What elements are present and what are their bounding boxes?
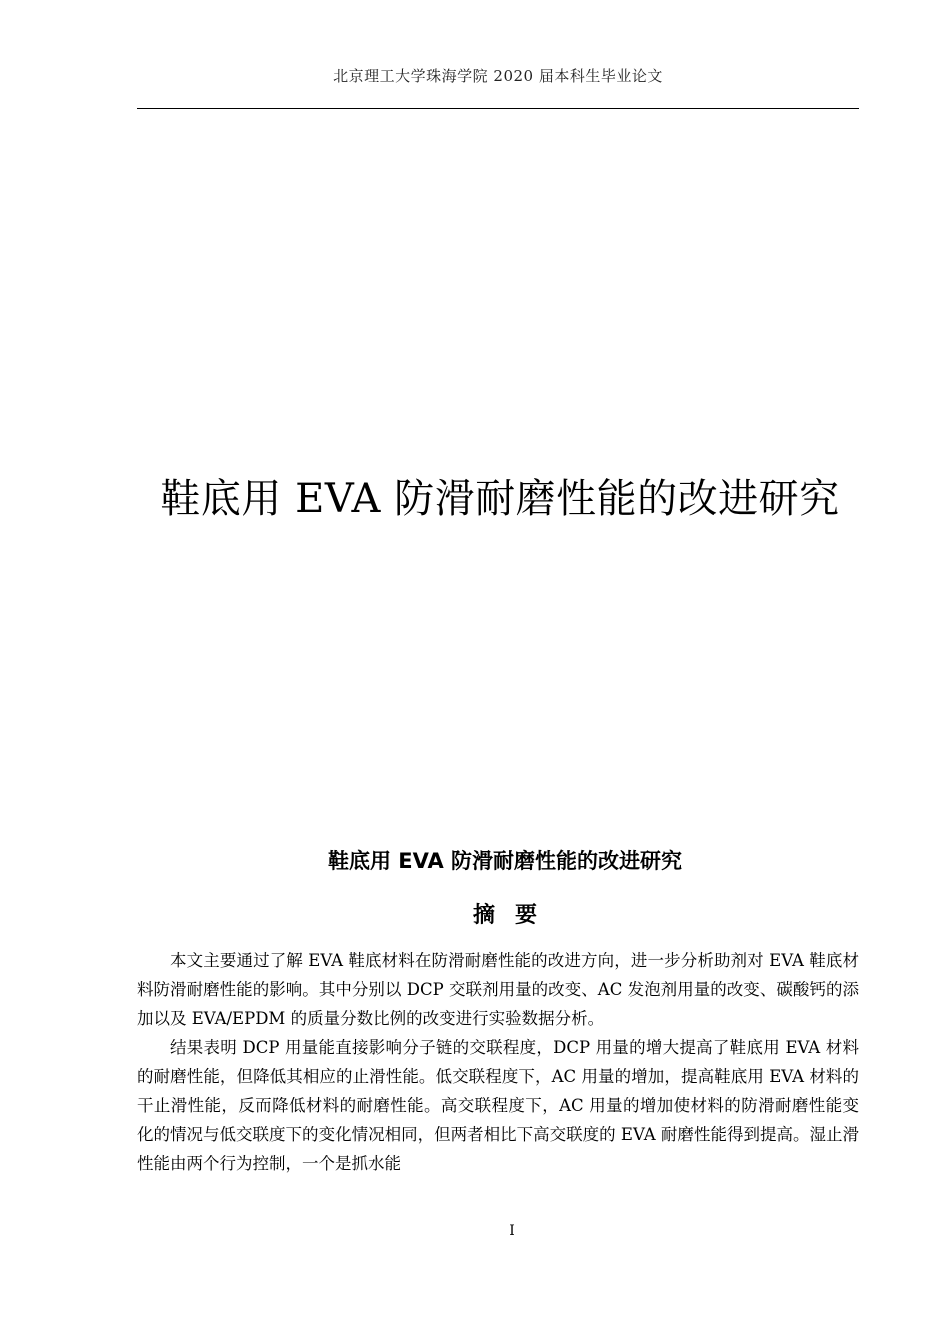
header-rule	[137, 108, 859, 109]
abstract-body	[137, 946, 859, 1178]
cover-title: 鞋底用 EVA 防滑耐磨性能的改进研究	[160, 475, 840, 522]
abstract-heading: 摘要	[472, 903, 557, 928]
running-header: 北京理工大学珠海学院 2020 届本科生毕业论文	[333, 67, 663, 85]
page-number: I	[509, 1223, 515, 1239]
abstract-paragraph-2: 结果表明 DCP 用量能直接影响分子链的交联程度，DCP 用量的增大提高了鞋底用 EVA 材料的耐磨性能，但降低其相应的止滑性能。低交联程度下，AC 用量的增加，提高鞋底用 EVA 材料的干止滑性能，反而降低材料的耐磨性能。高交联程度下，AC 用量的增加使材料的防滑耐磨性能变化的情况与低交联度下的变化情况相同，但两者相比下高交联度的 EVA 耐磨性能得到提高。湿止滑性能由两个行为控制，一个是抓水能	[137, 1038, 859, 1173]
thesis-title: 鞋底用 EVA 防滑耐磨性能的改进研究	[327, 849, 683, 873]
abstract-paragraph-1: 本文主要通过了解 EVA 鞋底材料在防滑耐磨性能的改进方向，进一步分析助剂对 EVA 鞋底材料防滑耐磨性能的影响。其中分别以 DCP 交联剂用量的改变、AC 发泡剂用量的改变、碳酸钙的添加以及 EVA/EPDM 的质量分数比例的改变进行实验数据分析。	[137, 951, 859, 1028]
